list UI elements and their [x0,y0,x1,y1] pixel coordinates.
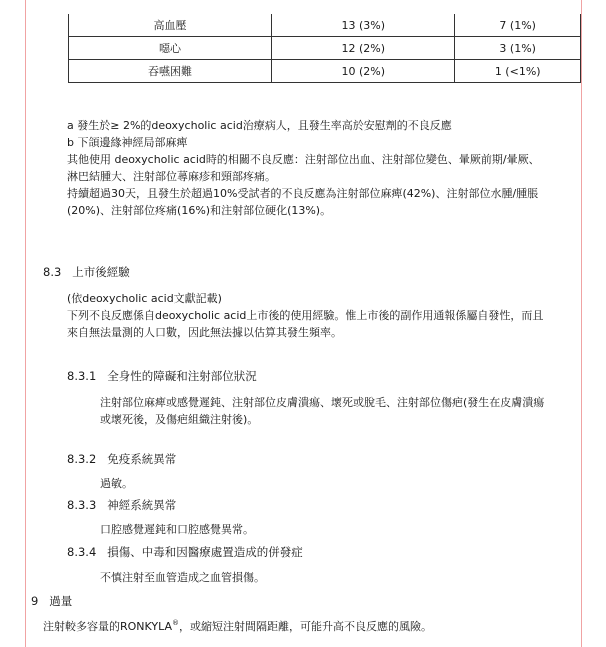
section-title: 神經系統異常 [107,498,177,512]
table-cell-drug: 12 (2%) [272,37,455,60]
section-8-3-body [67,290,583,341]
section-8-3-4-body: 不慎注射至血管造成之血管損傷。 [100,571,265,584]
section-number: 8.3.4 [67,545,97,559]
section-title: 全身性的障礙和注射部位狀況 [107,369,257,383]
body-line-2: 或壞死後，及傷疤組織注射後)。 [100,413,259,426]
table-cell-drug: 10 (2%) [272,60,455,83]
table-row [69,60,581,83]
section-title: 損傷、中毒和因醫療處置造成的併發症 [107,545,303,559]
source-note: (依deoxycholic acid文獻記載) [67,292,222,305]
table-row [69,37,581,60]
body-line-2: 來自無法量測的人口數，因此無法據以估算其發生頻率。 [67,326,342,339]
adverse-reaction-table [68,14,581,83]
section-number: 8.3.3 [67,498,97,512]
section-title: 上市後經驗 [72,265,130,279]
footnotes-block [67,117,583,219]
registered-mark: ® [171,619,179,627]
other-reactions-line-3: 持續超過30天，且發生於超過10%受試者的不良反應為注射部位麻痺(42%)、注射部位水腫/腫脹 [67,187,539,200]
section-title: 過量 [49,594,73,608]
footnote-a: a 發生於≥ 2%的deoxycholic acid治療病人，且發生率高於安慰劑的不良反應 [67,119,452,132]
section-8-3-heading [43,264,130,280]
table-cell-placebo: 3 (1%) [455,37,581,60]
section-number: 8.3.1 [67,369,97,383]
table-cell-term: 噁心 [69,37,272,60]
table-cell-placebo: 1 (<1%) [455,60,581,83]
section-8-3-3-heading [67,497,176,513]
body-line-1: 注射部位麻痺或感覺遲鈍、注射部位皮膚潰瘍、壞死或脫毛、注射部位傷疤(發生在皮膚潰瘍 [100,396,545,409]
section-8-3-1-body [100,394,584,428]
section-number: 8.3.2 [67,452,97,466]
section-8-3-3-body: 口腔感覺遲鈍和口腔感覺異常。 [100,523,254,536]
section-title: 免疫系統異常 [107,452,177,466]
section-8-3-2-heading [67,451,176,467]
table-cell-drug: 13 (3%) [272,14,455,37]
table-cell-placebo: 7 (1%) [455,14,581,37]
other-reactions-line-4: (20%)、注射部位疼痛(16%)和注射部位硬化(13%)。 [67,204,332,217]
footnote-b: b 下頜邊緣神經局部麻痺 [67,136,188,149]
overdose-text-post: ，或縮短注射間隔距離，可能升高不良反應的風險。 [178,620,432,633]
section-9-body [43,619,432,635]
section-8-3-1-heading [67,368,257,384]
other-reactions-line-2: 淋巴結腫大、注射部位蕁麻疹和頸部疼痛。 [67,170,276,183]
overdose-text-pre: 注射較多容量的RONKYLA [43,620,172,633]
table-cell-term: 吞嚥困難 [69,60,272,83]
section-8-3-4-heading [67,544,303,560]
table-cell-term: 高血壓 [69,14,272,37]
body-line-1: 下列不良反應係自deoxycholic acid上市後的使用經驗。惟上市後的副作用通報係屬自發性，而且 [67,309,544,322]
section-number: 9 [31,594,39,608]
other-reactions-line-1: 其他使用 deoxycholic acid時的相關不良反應：注射部位出血、注射部位變色、暈厥前期/暈厥、 [67,153,540,166]
table-row [69,14,581,37]
section-9-heading [31,593,72,609]
section-number: 8.3 [43,265,62,279]
section-8-3-2-body: 過敏。 [100,477,133,490]
